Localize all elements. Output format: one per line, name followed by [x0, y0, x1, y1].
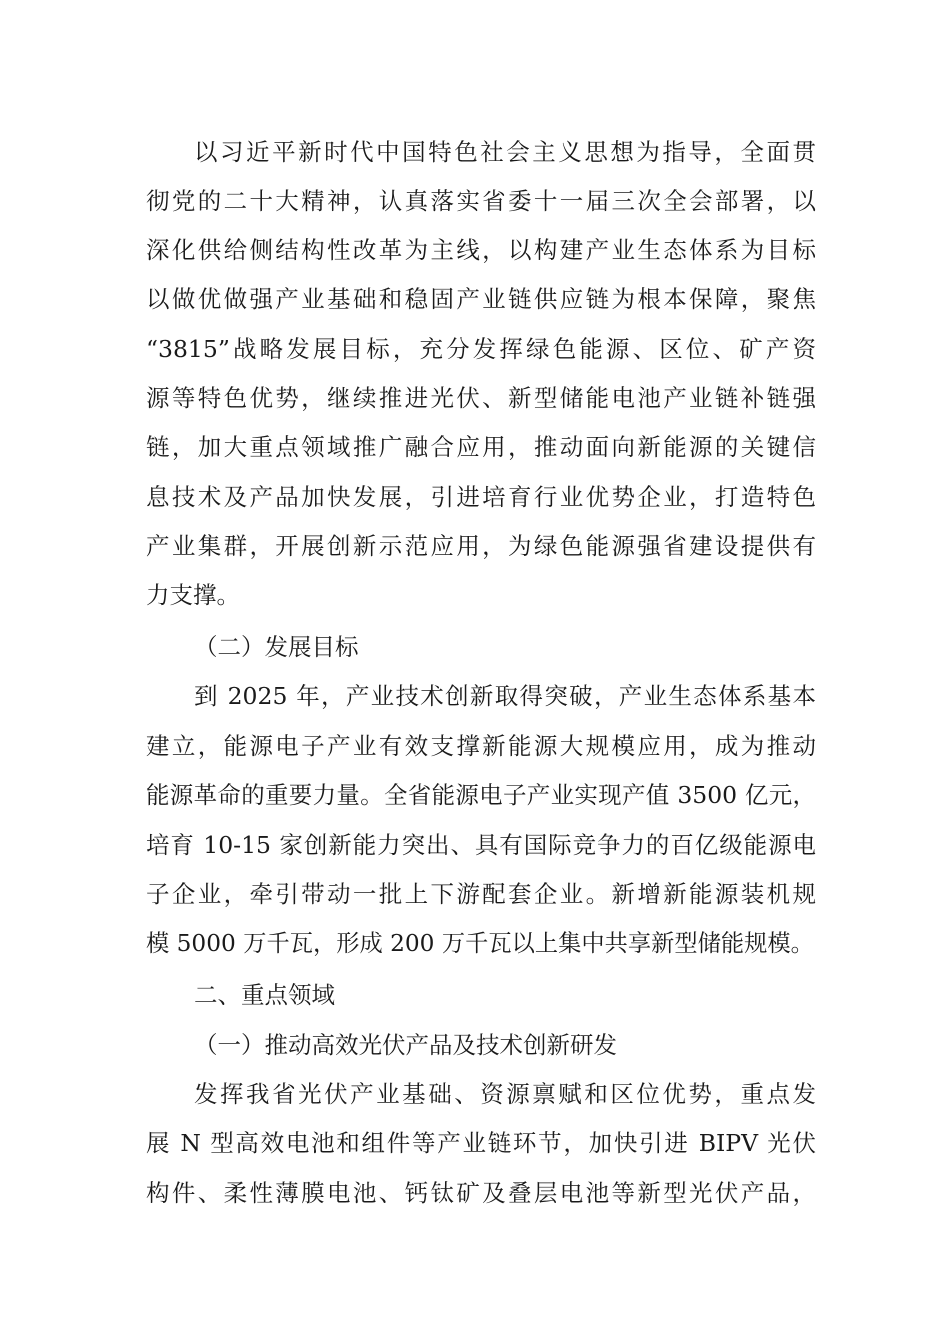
- paragraph-line: 展 N 型高效电池和组件等产业链环节，加快引进 BIPV 光伏: [146, 1129, 816, 1157]
- paragraph-line: 产业集群，开展创新示范应用，为绿色能源强省建设提供有: [146, 532, 816, 560]
- paragraph-line: 能源革命的重要力量。全省能源电子产业实现产值 3500 亿元，: [146, 781, 816, 809]
- paragraph-line: 构件、柔性薄膜电池、钙钛矿及叠层电池等新型光伏产品，: [146, 1179, 816, 1207]
- paragraph-line: “3815”战略发展目标，充分发挥绿色能源、区位、矿产资: [146, 335, 816, 363]
- paragraph-line: 以做优做强产业基础和稳固产业链供应链为根本保障，聚焦: [146, 285, 816, 313]
- paragraph-line: 子企业，牵引带动一批上下游配套企业。新增新能源装机规: [146, 880, 816, 908]
- paragraph-line: 链，加大重点领域推广融合应用，推动面向新能源的关键信: [146, 433, 816, 461]
- paragraph-line: 彻党的二十大精神，认真落实省委十一届三次全会部署，以: [146, 187, 816, 215]
- paragraph-line: 息技术及产品加快发展，引进培育行业优势企业，打造特色: [146, 483, 816, 511]
- chapter-heading: 二、重点领域: [194, 981, 335, 1009]
- paragraph-line: 力支撑。: [146, 581, 240, 609]
- paragraph-line: 发挥我省光伏产业基础、资源禀赋和区位优势，重点发: [194, 1080, 816, 1108]
- section-heading: （二）发展目标: [194, 633, 359, 661]
- paragraph-line: 源等特色优势，继续推进光伏、新型储能电池产业链补链强: [146, 384, 816, 412]
- paragraph-line: 模 5000 万千瓦，形成 200 万千瓦以上集中共享新型储能规模。: [146, 930, 814, 957]
- paragraph-line: 培育 10-15 家创新能力突出、具有国际竞争力的百亿级能源电: [146, 831, 816, 859]
- paragraph-line: 以习近平新时代中国特色社会主义思想为指导，全面贯: [194, 138, 816, 166]
- section-heading: （一）推动高效光伏产品及技术创新研发: [194, 1031, 617, 1059]
- paragraph-line: 到 2025 年，产业技术创新取得突破，产业生态体系基本: [194, 682, 816, 710]
- paragraph-line: 建立，能源电子产业有效支撑新能源大规模应用，成为推动: [146, 732, 816, 760]
- paragraph-line: 深化供给侧结构性改革为主线，以构建产业生态体系为目标: [146, 236, 816, 264]
